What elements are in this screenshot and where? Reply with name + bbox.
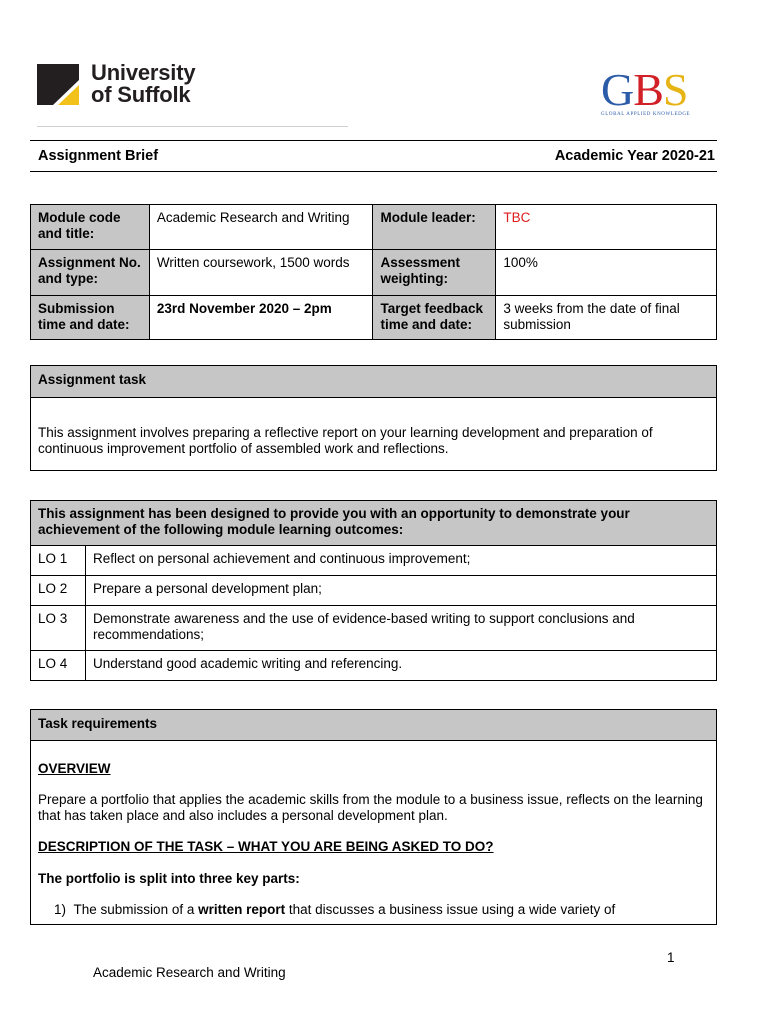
info-row-module (31, 205, 717, 250)
part-item-pre: The submission of a (73, 902, 199, 917)
assignment-task-body: This assignment involves preparing a reflective report on your learning development and preparation of continuous improvement portfolio of assembled work and reflections. (38, 425, 653, 456)
overview-title: OVERVIEW (38, 761, 111, 776)
lo-text: Demonstrate awareness and the use of evidence-based writing to support conclusions and recommendations; (85, 606, 716, 651)
lo-heading-row (31, 501, 717, 546)
part-item-1 (38, 902, 709, 918)
uos-logo-line1: University (91, 60, 196, 85)
part-item-post: that discusses a business issue using a wide variety of (285, 902, 616, 917)
lo-row (31, 546, 717, 576)
footer-module-name: Academic Research and Writing (93, 965, 286, 980)
gbs-logo-g: G (601, 64, 634, 115)
lo-row (31, 651, 717, 681)
lo-row (31, 606, 717, 651)
task-requirements-body (31, 761, 716, 918)
feedback-label: Target feedback time and date: (373, 296, 496, 340)
assignment-label: Assignment No. and type: (31, 250, 150, 296)
gbs-logo-tagline: GLOBAL APPLIED KNOWLEDGE (601, 112, 691, 117)
part-item-bold: written report (198, 902, 286, 917)
lo-code: LO 1 (31, 546, 86, 576)
description-title: DESCRIPTION OF THE TASK – WHAT YOU ARE BEING ASKED TO DO? (38, 839, 494, 854)
assignment-brief-bar (30, 140, 717, 172)
lo-code: LO 3 (31, 606, 86, 651)
lo-code: LO 2 (31, 576, 86, 606)
submission-label: Submission time and date: (31, 296, 150, 340)
info-row-submission (31, 296, 717, 340)
assignment-brief-title: Assignment Brief (38, 148, 159, 164)
uos-logo-text (91, 62, 195, 106)
assignment-task-box (30, 365, 717, 471)
lo-text: Reflect on personal achievement and continuous improvement; (85, 546, 716, 576)
learning-outcomes-table (30, 500, 717, 681)
gbs-logo (601, 64, 713, 118)
weighting-label: Assessment weighting: (373, 250, 496, 296)
feedback-value: 3 weeks from the date of final submission (496, 296, 717, 340)
weighting-value: 100% (496, 250, 717, 296)
module-leader-value: TBC (496, 205, 717, 250)
module-code-label: Module code and title: (31, 205, 150, 250)
task-requirements-heading: Task requirements (31, 710, 716, 741)
module-leader-label: Module leader: (373, 205, 496, 250)
academic-year: Academic Year 2020-21 (554, 148, 715, 164)
uos-logo-mark-icon (37, 64, 79, 105)
overview-text: Prepare a portfolio that applies the academic skills from the module to a business issue, reflects on the learning that has taken place and also includes a personal development plan. (38, 792, 703, 823)
part-item-number: 1) (54, 902, 67, 917)
lo-row (31, 576, 717, 606)
module-info-table (30, 204, 717, 340)
assignment-task-heading: Assignment task (31, 366, 716, 398)
uos-logo-line2: of Suffolk (91, 82, 191, 107)
header-divider (37, 126, 348, 127)
university-of-suffolk-logo (37, 60, 196, 107)
gbs-logo-s: S (662, 64, 688, 115)
submission-value: 23rd November 2020 – 2pm (149, 296, 373, 340)
gbs-logo-b: B (633, 64, 663, 115)
parts-title: The portfolio is split into three key parts: (38, 871, 300, 886)
module-code-value: Academic Research and Writing (149, 205, 373, 250)
assignment-value: Written coursework, 1500 words (149, 250, 373, 296)
lo-text: Understand good academic writing and referencing. (85, 651, 716, 681)
page-number: 1 (667, 950, 675, 965)
learning-outcomes-heading: This assignment has been designed to provide you with an opportunity to demonstrate your achievement of the following module learning outcomes: (31, 501, 717, 546)
lo-code: LO 4 (31, 651, 86, 681)
info-row-assignment (31, 250, 717, 296)
lo-text: Prepare a personal development plan; (85, 576, 716, 606)
task-requirements-box (30, 709, 717, 925)
